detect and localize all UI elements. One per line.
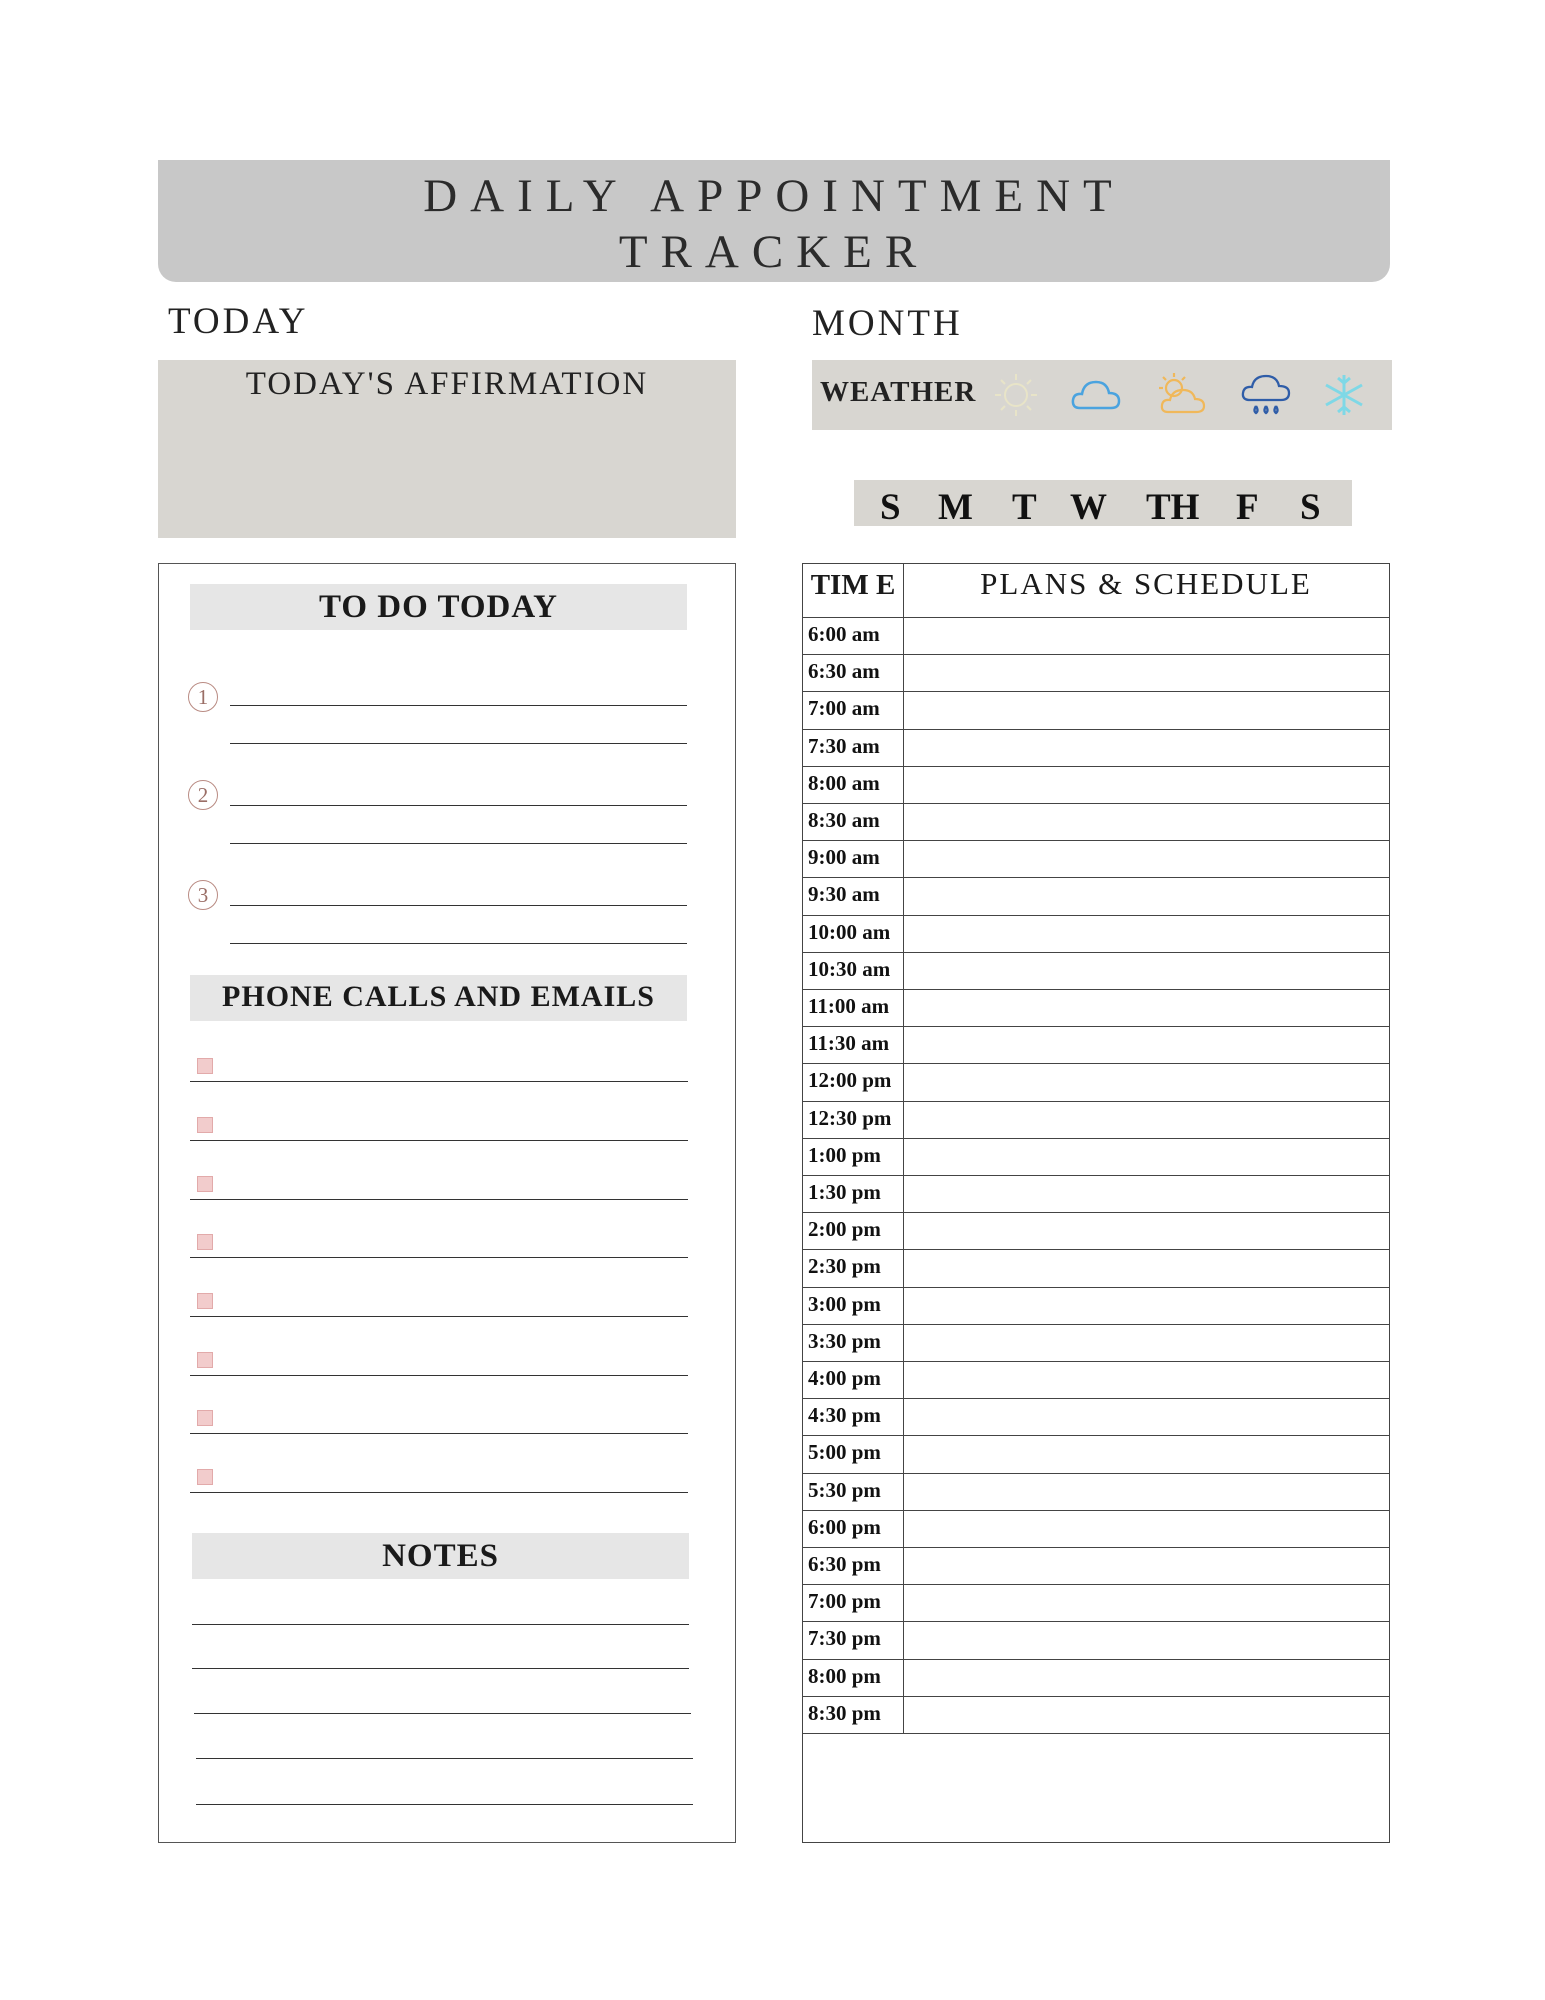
call-checkbox[interactable]: [197, 1058, 213, 1074]
time-label: 10:30 am: [808, 956, 891, 981]
day-friday[interactable]: F: [1236, 487, 1259, 528]
title-line-1: DAILY APPOINTMENT: [423, 170, 1125, 222]
call-line[interactable]: [190, 1257, 688, 1258]
time-label: 6:30 am: [808, 659, 880, 684]
schedule-row[interactable]: [803, 654, 1389, 692]
time-label: 2:00 pm: [808, 1217, 881, 1242]
todo-line[interactable]: [230, 943, 687, 944]
time-label: 8:00 pm: [808, 1663, 881, 1688]
todo-number-1: 1: [188, 682, 218, 712]
time-label: 6:00 am: [808, 622, 880, 646]
schedule-row[interactable]: [803, 952, 1389, 990]
schedule-row[interactable]: [803, 1063, 1389, 1101]
day-saturday[interactable]: S: [1300, 487, 1321, 528]
rain-icon[interactable]: [1240, 370, 1292, 420]
todo-line[interactable]: [230, 743, 687, 744]
time-label: 8:30 pm: [808, 1700, 881, 1725]
days-of-week: [854, 480, 1352, 526]
cloud-icon[interactable]: [1070, 370, 1122, 420]
schedule-row[interactable]: [803, 1361, 1389, 1399]
partly-cloudy-icon[interactable]: [1156, 370, 1208, 420]
schedule-row[interactable]: [803, 1547, 1389, 1585]
notes-line[interactable]: [196, 1804, 693, 1805]
schedule-row[interactable]: [803, 1026, 1389, 1064]
schedule-row[interactable]: [803, 1249, 1389, 1287]
todo-header: TO DO TODAY: [190, 584, 687, 630]
todo-line[interactable]: [230, 805, 687, 806]
left-panel: [158, 563, 736, 1843]
day-monday[interactable]: M: [938, 487, 973, 528]
schedule-row[interactable]: [803, 989, 1389, 1027]
time-label: 1:30 pm: [808, 1180, 881, 1204]
call-line[interactable]: [190, 1316, 688, 1317]
month-label: MONTH: [812, 303, 963, 344]
time-label: 9:30 am: [808, 882, 880, 907]
schedule-row[interactable]: [803, 1287, 1389, 1325]
time-label: 11:00 am: [808, 994, 890, 1018]
call-line[interactable]: [190, 1140, 688, 1141]
schedule-row[interactable]: [803, 803, 1389, 841]
schedule-row[interactable]: [803, 1621, 1389, 1659]
day-tuesday[interactable]: T: [1012, 487, 1037, 528]
sun-icon[interactable]: [990, 370, 1042, 420]
time-label: 6:00 pm: [808, 1514, 881, 1539]
call-checkbox[interactable]: [197, 1176, 213, 1192]
time-label: 12:00 pm: [808, 1068, 892, 1093]
todo-number-3: 3: [188, 880, 218, 910]
time-label: 4:30 pm: [808, 1403, 881, 1428]
schedule-row[interactable]: [803, 877, 1389, 915]
schedule-row[interactable]: [803, 729, 1389, 767]
time-label: 7:30 pm: [808, 1626, 881, 1651]
time-label: 11:30 am: [808, 1031, 890, 1056]
time-label: 9:00 am: [808, 845, 880, 870]
title-banner: [158, 160, 1390, 282]
call-line[interactable]: [190, 1433, 688, 1434]
call-line[interactable]: [190, 1199, 688, 1200]
time-label: 3:30 pm: [808, 1328, 881, 1353]
plans-column-header: PLANS & SCHEDULE: [980, 566, 1312, 601]
call-checkbox[interactable]: [197, 1234, 213, 1250]
schedule-row[interactable]: [803, 1212, 1389, 1250]
call-line[interactable]: [190, 1375, 688, 1376]
time-label: 7:00 am: [808, 696, 880, 721]
time-column-header: TIM E: [810, 569, 896, 601]
todo-number-2: 2: [188, 780, 218, 810]
schedule-row[interactable]: [803, 915, 1389, 953]
day-sunday[interactable]: S: [880, 487, 901, 528]
schedule-row[interactable]: [803, 1696, 1389, 1734]
schedule-row[interactable]: [803, 1138, 1389, 1176]
todo-line[interactable]: [230, 843, 687, 844]
schedule-row[interactable]: [803, 1101, 1389, 1139]
weather-bar: [812, 360, 1392, 430]
time-label: 7:00 pm: [808, 1589, 881, 1614]
schedule-row[interactable]: [803, 1324, 1389, 1362]
time-label: 1:00 pm: [808, 1142, 881, 1167]
call-line[interactable]: [190, 1081, 688, 1082]
schedule-row[interactable]: [803, 840, 1389, 878]
notes-line[interactable]: [192, 1668, 689, 1669]
schedule-bottom-rule: [803, 1733, 1389, 1734]
schedule-row[interactable]: [803, 1398, 1389, 1436]
time-label: 2:30 pm: [808, 1254, 881, 1279]
day-wednesday[interactable]: W: [1070, 487, 1107, 528]
todo-line[interactable]: [230, 705, 687, 706]
todo-line[interactable]: [230, 905, 687, 906]
notes-line[interactable]: [196, 1758, 693, 1759]
affirmation-title: TODAY'S AFFIRMATION: [245, 366, 649, 402]
time-label: 10:00 am: [808, 919, 891, 944]
time-label: 4:00 pm: [808, 1366, 881, 1390]
schedule-table: [802, 563, 1390, 1843]
time-label: 7:30 am: [808, 733, 880, 758]
schedule-row[interactable]: [803, 1473, 1389, 1511]
today-label: TODAY: [168, 301, 309, 342]
affirmation-box[interactable]: [158, 360, 736, 538]
schedule-row[interactable]: [803, 1584, 1389, 1622]
call-checkbox[interactable]: [197, 1410, 213, 1426]
schedule-row[interactable]: [803, 766, 1389, 804]
title-line-2: TRACKER: [618, 226, 930, 278]
weather-label: WEATHER: [820, 376, 977, 408]
call-checkbox[interactable]: [197, 1293, 213, 1309]
notes-line[interactable]: [192, 1624, 689, 1625]
time-label: 8:00 am: [808, 770, 880, 795]
schedule-row[interactable]: [803, 691, 1389, 729]
notes-line[interactable]: [194, 1713, 691, 1714]
schedule-row[interactable]: [803, 617, 1389, 655]
time-label: 5:00 pm: [808, 1440, 881, 1465]
call-checkbox[interactable]: [197, 1352, 213, 1368]
time-label: 8:30 am: [808, 808, 880, 832]
snowflake-icon[interactable]: [1318, 370, 1370, 420]
schedule-row[interactable]: [803, 1659, 1389, 1697]
calls-header: PHONE CALLS AND EMAILS: [190, 975, 687, 1021]
call-checkbox[interactable]: [197, 1469, 213, 1485]
time-label: 5:30 pm: [808, 1477, 881, 1502]
schedule-row[interactable]: [803, 1435, 1389, 1473]
call-line[interactable]: [190, 1492, 688, 1493]
time-label: 3:00 pm: [808, 1291, 881, 1316]
day-thursday[interactable]: TH: [1146, 487, 1200, 528]
schedule-row[interactable]: [803, 1175, 1389, 1213]
time-label: 6:30 pm: [808, 1552, 881, 1576]
call-checkbox[interactable]: [197, 1117, 213, 1133]
time-label: 12:30 pm: [808, 1105, 892, 1130]
notes-header: NOTES: [192, 1533, 689, 1579]
schedule-row[interactable]: [803, 1510, 1389, 1548]
